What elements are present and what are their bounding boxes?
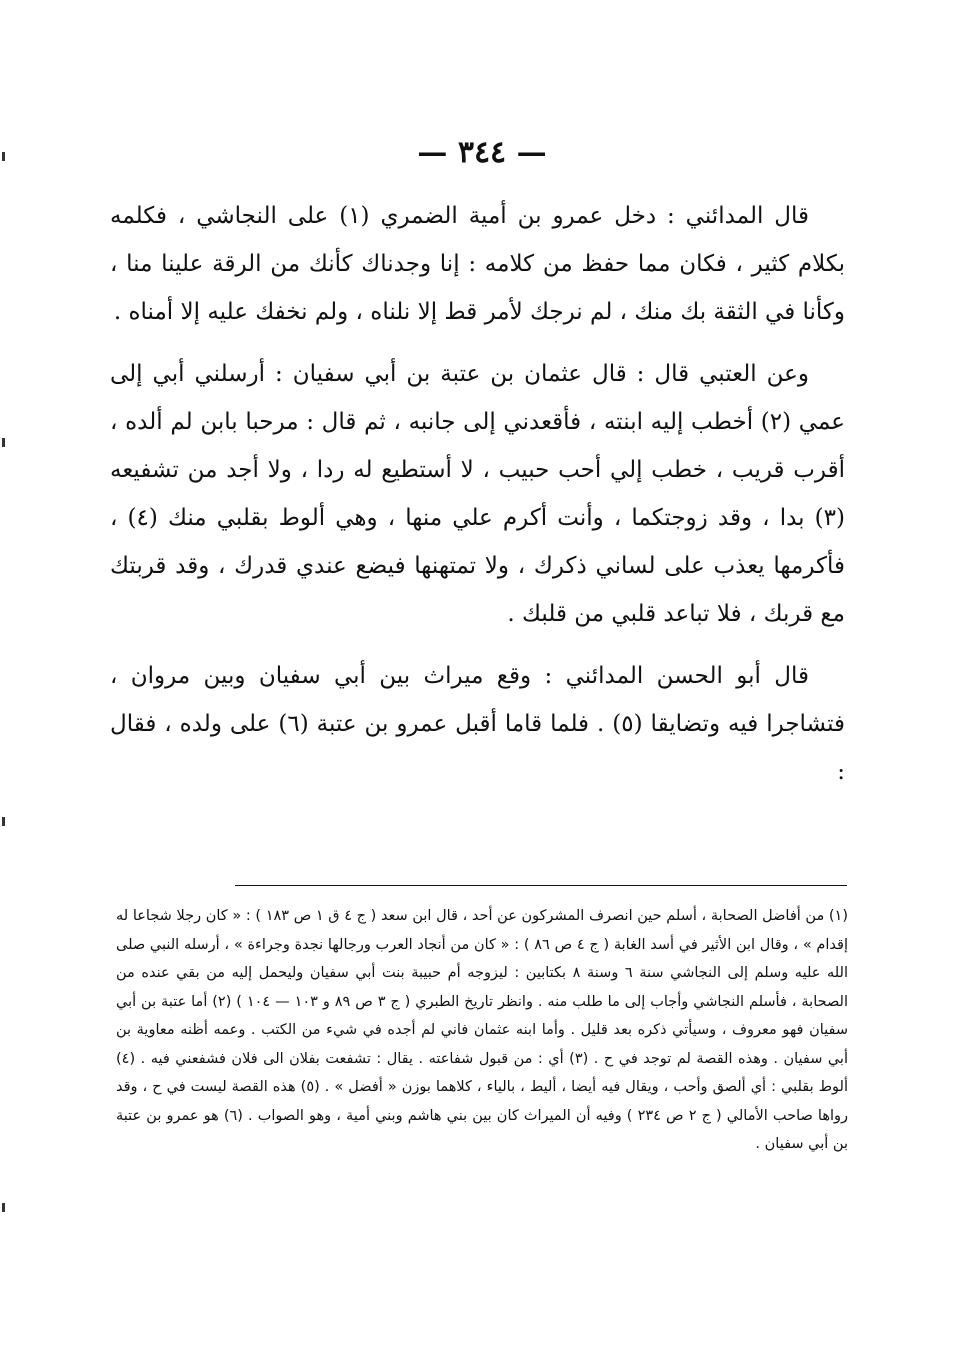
footnote-block: (١) من أفاضل الصحابة ، أسلم حين انصرف المشركون عن أحد ، قال ابن سعد ( ج ٤ ق ١ ص ١٨٣ ) : « كان رجلا شجاعا له إقدام » ، وقال ابن الأثير في أسد الغابة ( ج ٤ ص ٨٦ ) : « كان من أنجاد العرب ورجالها نجدة وجراءة » ، أرسله النبي صلى الله عليه وسلم إلى النجاشي سنة ٦ وسنة ٨ بكتابين : ليزوجه أم حبيبة بنت أبي سفيان وليحمل إليه من بقي عنده من الصحابة ، فأسلم النجاشي وأجاب إلى ما طلب منه . وانظر تاريخ الطبري ( ج ٣ ص ٨٩ و ١٠٣ — ١٠٤ ) (٢) أما عتبة بن أبي سفيان فهو معروف ، وسيأتي ذكره بعد قليل . وأما ابنه عثمان فاني لم أجده في شيء من الكتب . وعمه أظنه معاوية بن أبي سفيان . وهذه القصة لم توجد في ح . (٣) أي : من قبول شفاعته . يقال : تشفعت بفلان الى فلان فشفعني فيه . (٤) ألوط بقلبي : أي ألصق وأحب ، ويقال فيه أيضا ، أليط ، بالياء ، كلاهما بوزن « أفضل » . (٥) هذه القصة ليست في ح ، وقد رواها صاحب الأمالي ( ج ٢ ص ٢٣٤ ) وفيه أن الميراث كان بين بني هاشم وبني أمية ، وهو الصواب . (٦) هو عمرو بن عتبة بن أبي سفيان . bbox=[116, 908, 849, 1152]
main-text bbox=[110, 192, 845, 810]
paragraph-1: قال المدائني : دخل عمرو بن أمية الضمري (١) على النجاشي ، فكلمه بكلام كثير ، فكان مما حفظ من كلامه : إنا وجدناك كأنك من الرقة علينا منا ، وكأنا في الثقة بك منك ، لم نرجك لأمر قط إلا نلناه ، ولم نخفك عليه إلا أمناه . bbox=[110, 203, 845, 325]
page-number: — ٣٤٤ — bbox=[417, 135, 547, 170]
scan-edge-mark bbox=[2, 817, 5, 826]
scan-edge-mark bbox=[2, 152, 5, 161]
footnotes bbox=[116, 902, 848, 1159]
scan-edge-mark bbox=[2, 1203, 5, 1212]
paragraph-2: وعن العتبي قال : قال عثمان بن عتبة بن أبي سفيان : أرسلني أبي إلى عمي (٢) أخطب إليه ابنته ، فأقعدني إلى جانبه ، ثم قال : مرحبا بابن لم ألده ، أقرب قريب ، خطب إلي أحب حبيب ، لا أستطيع له ردا ، ولا أجد من تشفيعه (٣) بدا ، وقد زوجتكما ، وأنت أكرم علي منها ، وهي ألوط بقلبي منك (٤) ، فأكرمها يعذب على لساني ذكرك ، ولا تمتهنها فيضع عندي قدرك ، وقد قربتك مع قربك ، فلا تباعد قلبي من قلبك . bbox=[110, 361, 845, 627]
footnote-divider bbox=[235, 885, 847, 886]
scan-edge-mark bbox=[2, 438, 5, 447]
paragraph-3: قال أبو الحسن المدائني : وقع ميراث بين أبي سفيان وبين مروان ، فتشاجرا فيه وتضايقا (٥) . فلما قاما أقبل عمرو بن عتبة (٦) على ولده ، فقال : bbox=[110, 663, 845, 785]
